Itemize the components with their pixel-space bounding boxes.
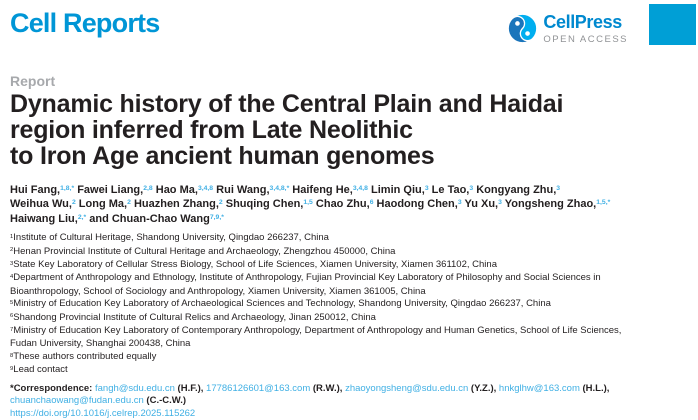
author-affiliation-marker: 2,* [77,213,87,221]
article-type-label: Report [10,73,56,89]
doi-line [10,408,635,420]
author-affiliation-marker: 2 [71,199,76,207]
affiliation-item: $^6$Shandong Provincial Institute of Cultural Relics and Archaeology, Jinan 250012, China [10,311,376,323]
correspondence-text: (H.L.), [579,382,610,394]
author-affiliation-marker: 3,4,8 [197,184,214,192]
correspondence-text: (R.W.), [310,382,346,394]
correspondence-line [10,383,635,408]
affiliation-number: 1 [10,233,14,240]
author-affiliation-marker: 3 [424,184,429,192]
author-affiliation-marker: 6 [369,199,374,207]
affiliation-number: 3 [10,260,14,267]
author-line: Haiwang Liu,$^{2,*}$ and Chuan-Chao Wang$^{7,9,*}$ [10,212,224,225]
correspondence-text: (H.F.), [174,382,207,394]
author-affiliation-marker: 3 [457,199,462,207]
title-line: region inferred from Late Neolithic [10,116,413,144]
affiliation-number: 2 [10,247,14,254]
author-affiliation-marker: 3 [498,199,502,207]
author-affiliation-marker: 3 [556,184,561,192]
affiliation-number: 8 [10,352,14,359]
author-line: Weihua Wu,$^2$ Long Ma,$^2$ Huazhen Zhang,$^2$ Shuqing Chen,$^{1,5}$ Chao Zhu,$^6$ Haodong Chen,$^3$ Yu Xu,$^3$ Yongsheng Zhao,$^{1,5,*}$ [10,198,611,211]
affiliation-item: $^8$These authors contributed equally [10,350,157,362]
corner-accent-square [649,4,696,45]
author-affiliation-marker: 2 [127,199,131,207]
affiliation-item: $^1$Institute of Cultural Heritage, Shandong University, Qingdao 266237, China [10,232,329,244]
correspondence-text: (Y.Z.), [468,382,499,394]
author-affiliation-marker: 1,8,* [60,184,75,192]
author-affiliation-marker: 7,9,* [209,213,224,221]
author-affiliation-marker: 2,8 [143,184,153,192]
title-line: Dynamic history of the Central Plain and Haidai [10,90,564,118]
affiliation-number: 6 [10,313,14,320]
affiliation-number: 7 [10,326,14,333]
email-link[interactable]: fangh@sdu.edu.cn [95,382,175,394]
author-affiliation-marker: 1,5 [303,199,313,207]
author-affiliation-marker: 2 [218,199,223,207]
affiliation-item: $^7$Ministry of Education Key Laboratory of Contemporary Anthropology, Department of Anthropology and Human Genetics, School of Life Sciences, Fudan University, Shanghai 200438, China [10,325,622,350]
cellpress-logo [507,13,628,45]
article-title [10,91,635,169]
publisher-name: CellPress [543,12,622,32]
author-line: Hui Fang,$^{1,8,*}$ Fawei Liang,$^{2,8}$ Hao Ma,$^{3,4,8}$ Rui Wang,$^{3,4,8,*}$ Haifeng He,$^{3,4,8}$ Limin Qiu,$^3$ Le Tao,$^3$ Kongyang Zhu,$^3$ [10,184,561,196]
open-access-label: OPEN ACCESS [543,34,628,45]
email-link[interactable]: 17786126601@163.com [206,382,311,394]
doi-link[interactable]: https://doi.org/10.1016/j.celrep.2025.115262 [10,407,196,419]
affiliation-item: $^2$Henan Provincial Institute of Cultural Heritage and Archaeology, Zhengzhou 450000, China [10,245,396,257]
affiliation-list [10,232,635,377]
correspondence-text: (C.-C.W.) [143,395,186,407]
author-list [10,184,635,227]
author-affiliation-marker: 3,4,8 [352,184,368,192]
affiliation-item: $^3$State Key Laboratory of Cellular Stress Biology, School of Life Sciences, Xiamen University, Xiamen 361102, China [10,259,497,271]
author-affiliation-marker: 3,4,8,* [269,184,290,192]
cellpress-swirl-icon [507,13,538,44]
correspondence-text: *Correspondence: [10,382,95,394]
affiliation-number: 4 [10,274,14,281]
author-affiliation-marker: 3 [469,184,474,192]
email-link[interactable]: hnkglhw@163.com [498,382,580,394]
journal-wordmark: Cell Reports [10,8,160,38]
affiliation-item: $^5$Ministry of Education Key Laboratory of Archaeological Sciences and Technology, Shandong University, Qingdao 266237, China [10,298,551,310]
affiliation-number: 5 [10,299,14,306]
author-affiliation-marker: 1,5,* [596,199,611,207]
affiliation-number: 9 [10,365,14,372]
title-line: to Iron Age ancient human genomes [10,142,435,170]
email-link[interactable]: zhaoyongsheng@sdu.edu.cn [345,382,469,394]
email-link[interactable]: chuanchaowang@fudan.edu.cn [10,395,144,407]
affiliation-item: $^9$Lead contact [10,364,68,376]
affiliation-item: $^4$Department of Anthropology and Ethnology, Institute of Anthropology, Fujian Provincial Key Laboratory of Philosophy and Social Sciences in Bioanthropology, School of Sociology and Anthropology, Xiamen University, Xiamen 361005, China [10,272,601,297]
